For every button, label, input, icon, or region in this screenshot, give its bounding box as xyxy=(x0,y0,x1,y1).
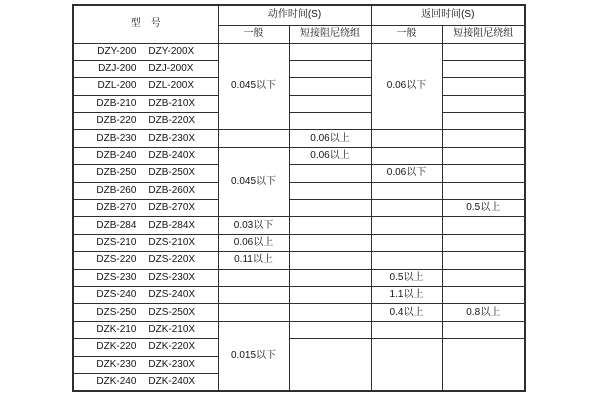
model-name: DZB-270 xyxy=(96,202,137,214)
table-row xyxy=(73,304,525,321)
model-name: DZB-250 xyxy=(96,167,137,179)
action_damping-cell xyxy=(289,304,371,321)
action_general-cell xyxy=(218,304,289,321)
return_damping-cell: 0.5以上 xyxy=(442,200,525,217)
return_general-cell xyxy=(371,234,442,251)
model-cell xyxy=(73,95,218,112)
model-name: DZY-200X xyxy=(148,45,195,57)
model-name: DZB-220X xyxy=(148,115,196,127)
table-row xyxy=(73,200,525,217)
model-cell xyxy=(73,373,218,390)
model-name: DZB-240X xyxy=(148,150,196,162)
action_damping-cell xyxy=(289,339,371,391)
model-name: DZK-210X xyxy=(148,323,196,335)
action_damping-cell xyxy=(289,217,371,234)
model-cell xyxy=(73,182,218,199)
model-name: DZK-210 xyxy=(96,323,137,335)
table-row xyxy=(73,269,525,286)
action_damping-cell xyxy=(289,252,371,269)
table-row xyxy=(73,234,525,251)
return_general-cell xyxy=(371,339,442,391)
model-name: DZS-220X xyxy=(148,254,196,266)
return_damping-cell xyxy=(442,252,525,269)
model-name: DZK-240 xyxy=(96,375,137,387)
return_general-cell xyxy=(371,182,442,199)
return_general-cell: 1.1以上 xyxy=(371,286,442,303)
header-return-time: 返回时间(S) xyxy=(371,5,525,25)
model-name: DZS-250X xyxy=(148,306,196,318)
table-body xyxy=(73,43,525,391)
model-cell xyxy=(73,130,218,147)
return_damping-cell: 0.8以上 xyxy=(442,304,525,321)
model-name: DZB-220 xyxy=(96,115,137,127)
action_damping-cell xyxy=(289,321,371,338)
table-row xyxy=(73,182,525,199)
model-name: DZK-220X xyxy=(148,341,196,353)
model-name: DZL-200 xyxy=(97,80,137,92)
model-name: DZS-210X xyxy=(148,236,196,248)
model-name: DZK-220 xyxy=(96,341,137,353)
return_damping-cell xyxy=(442,78,525,95)
model-name: DZB-230X xyxy=(148,132,196,144)
model-name: DZS-220 xyxy=(96,254,137,266)
return_damping-cell xyxy=(442,60,525,77)
return_general-cell xyxy=(371,130,442,147)
model-name: DZB-284X xyxy=(148,219,196,231)
table-row xyxy=(73,60,525,77)
model-cell xyxy=(73,286,218,303)
model-cell xyxy=(73,78,218,95)
table-header xyxy=(73,5,525,43)
return_damping-cell xyxy=(442,130,525,147)
model-cell xyxy=(73,356,218,373)
action_damping-cell xyxy=(289,200,371,217)
model-cell xyxy=(73,269,218,286)
action_damping-cell xyxy=(289,43,371,60)
model-name: DZL-200X xyxy=(148,80,194,92)
action_damping-cell xyxy=(289,234,371,251)
model-name: DZK-230X xyxy=(148,358,196,370)
model-name: DZB-210X xyxy=(148,97,196,109)
table-row xyxy=(73,147,525,164)
model-name: DZS-240 xyxy=(96,289,137,301)
table-row xyxy=(73,95,525,112)
action_damping-cell xyxy=(289,165,371,182)
return_damping-cell xyxy=(442,43,525,60)
action_general-cell: 0.045以下 xyxy=(218,147,289,217)
relay-timing-spec-table xyxy=(72,4,526,392)
table-row xyxy=(73,252,525,269)
return_damping-cell xyxy=(442,234,525,251)
return_damping-cell xyxy=(442,217,525,234)
model-cell xyxy=(73,321,218,338)
model-name: DZK-230 xyxy=(96,358,137,370)
header-action-damping: 短接阻尼绕组 xyxy=(289,25,371,43)
action_general-cell xyxy=(218,130,289,147)
model-name: DZS-210 xyxy=(96,236,137,248)
return_general-cell xyxy=(371,147,442,164)
header-return-damping: 短接阻尼绕组 xyxy=(442,25,525,43)
action_damping-cell: 0.06以上 xyxy=(289,130,371,147)
model-cell xyxy=(73,304,218,321)
table-row xyxy=(73,339,525,356)
return_damping-cell xyxy=(442,286,525,303)
model-name: DZS-250 xyxy=(96,306,137,318)
return_damping-cell xyxy=(442,269,525,286)
model-cell xyxy=(73,147,218,164)
return_general-cell xyxy=(371,252,442,269)
model-cell xyxy=(73,217,218,234)
return_damping-cell xyxy=(442,95,525,112)
return_damping-cell xyxy=(442,321,525,338)
action_damping-cell xyxy=(289,286,371,303)
model-cell xyxy=(73,165,218,182)
action_general-cell xyxy=(218,269,289,286)
action_general-cell: 0.06以上 xyxy=(218,234,289,251)
return_damping-cell xyxy=(442,165,525,182)
table-row xyxy=(73,78,525,95)
model-cell xyxy=(73,200,218,217)
model-cell xyxy=(73,252,218,269)
table-row xyxy=(73,286,525,303)
action_damping-cell xyxy=(289,60,371,77)
action_damping-cell xyxy=(289,78,371,95)
action_general-cell xyxy=(218,286,289,303)
table-row xyxy=(73,113,525,130)
header-row-groups xyxy=(73,5,525,25)
table-row xyxy=(73,217,525,234)
table-row xyxy=(73,43,525,60)
return_damping-cell xyxy=(442,339,525,391)
return_general-cell: 0.06以下 xyxy=(371,165,442,182)
model-name: DZJ-200 xyxy=(98,63,137,75)
header-action-general: 一般 xyxy=(218,25,289,43)
model-cell xyxy=(73,43,218,60)
model-name: DZB-270X xyxy=(148,202,196,214)
return_damping-cell xyxy=(442,182,525,199)
return_general-cell xyxy=(371,200,442,217)
header-action-time: 动作时间(S) xyxy=(218,5,371,25)
header-return-general: 一般 xyxy=(371,25,442,43)
return_general-cell: 0.4以上 xyxy=(371,304,442,321)
action_general-cell: 0.03以下 xyxy=(218,217,289,234)
model-cell xyxy=(73,339,218,356)
action_damping-cell: 0.06以上 xyxy=(289,147,371,164)
model-cell xyxy=(73,60,218,77)
table-row xyxy=(73,130,525,147)
action_general-cell: 0.045以下 xyxy=(218,43,289,130)
header-model: 型 号 xyxy=(73,5,218,43)
return_general-cell: 0.5以上 xyxy=(371,269,442,286)
model-name: DZB-260 xyxy=(96,184,137,196)
model-name: DZY-200 xyxy=(97,45,137,57)
action_damping-cell xyxy=(289,113,371,130)
model-name: DZB-210 xyxy=(96,97,137,109)
model-name: DZS-230 xyxy=(96,271,137,283)
model-name: DZB-230 xyxy=(96,132,137,144)
action_damping-cell xyxy=(289,95,371,112)
model-cell xyxy=(73,113,218,130)
return_damping-cell xyxy=(442,147,525,164)
return_general-cell xyxy=(371,217,442,234)
model-name: DZS-230X xyxy=(148,271,196,283)
return_general-cell xyxy=(371,321,442,338)
model-name: DZJ-200X xyxy=(148,63,194,75)
table-row xyxy=(73,321,525,338)
model-name: DZB-250X xyxy=(148,167,196,179)
return_general-cell: 0.06以下 xyxy=(371,43,442,130)
action_damping-cell xyxy=(289,269,371,286)
action_general-cell: 0.015以下 xyxy=(218,321,289,391)
model-name: DZB-240 xyxy=(96,150,137,162)
table-row xyxy=(73,165,525,182)
action_damping-cell xyxy=(289,182,371,199)
model-name: DZK-240X xyxy=(148,375,196,387)
action_general-cell: 0.11以上 xyxy=(218,252,289,269)
model-name: DZS-240X xyxy=(148,289,196,301)
return_damping-cell xyxy=(442,113,525,130)
model-name: DZB-260X xyxy=(148,184,196,196)
model-cell xyxy=(73,234,218,251)
model-name: DZB-284 xyxy=(96,219,137,231)
